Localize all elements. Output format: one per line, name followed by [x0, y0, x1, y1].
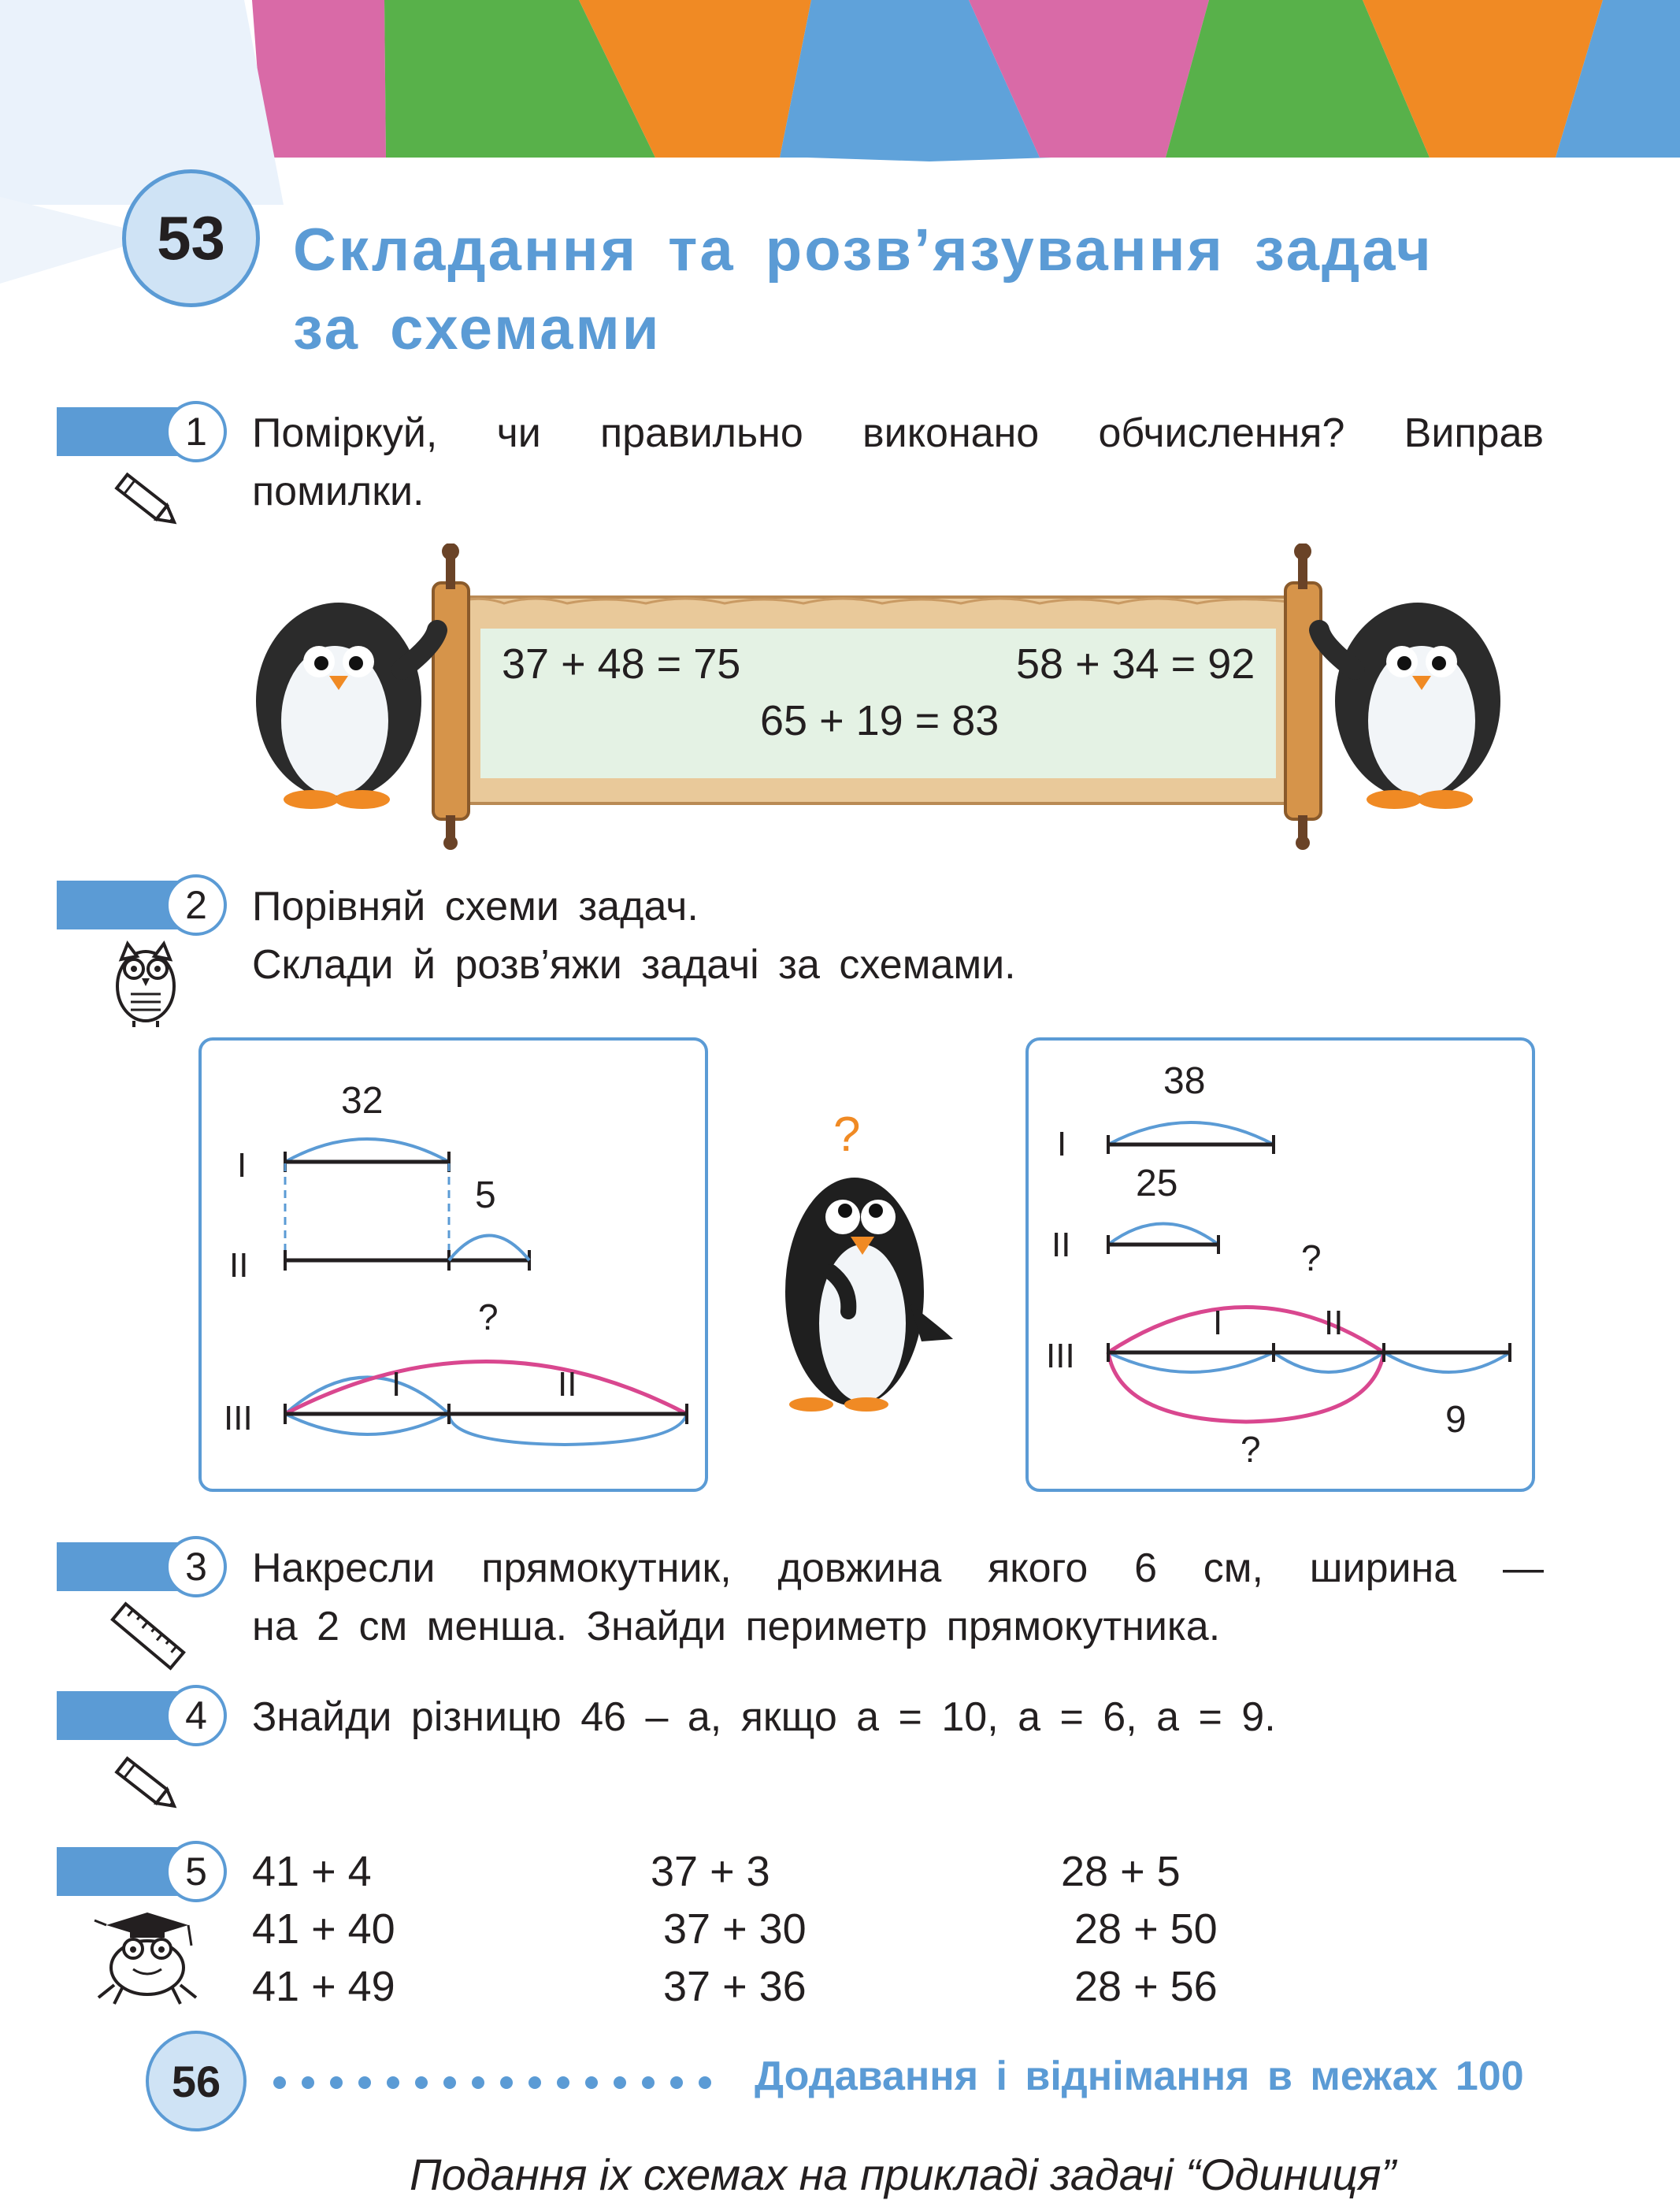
- task-1-line1: Поміркуй, чи правильно виконано обчислення? Виправ: [252, 410, 1544, 456]
- task-3-line2: на 2 см менша. Знайди периметр прямокутника.: [252, 1604, 1221, 1649]
- task5-expr-1-3: 41 + 49: [252, 1963, 395, 2010]
- scheme-right-part-II: II: [1324, 1304, 1344, 1342]
- pencil-icon: [109, 465, 187, 540]
- task-2-line2: Склади й розв’яжи задачі за схемами.: [252, 942, 1016, 988]
- bottom-cut-text: Подання іх схемах на прикладі задачі “Одиниця”: [410, 2150, 1396, 2199]
- thinking-penguin-icon: [776, 1162, 965, 1414]
- scheme-right-value-25: 25: [1136, 1163, 1178, 1204]
- scheme-left-row-III: III: [224, 1399, 253, 1438]
- task-2-text: [252, 877, 1016, 994]
- equation-3: 65 + 19 = 83: [760, 697, 999, 744]
- frog-icon: [91, 1906, 201, 2009]
- task-4-line1: Знайди різницю 46 – a, якщо a = 10, a = 6, a = 9.: [252, 1694, 1276, 1740]
- owl-icon: [110, 937, 181, 1028]
- lesson-number: 53: [122, 169, 260, 307]
- task5-expr-1-2: 41 + 40: [252, 1905, 395, 1953]
- task5-expr-2-2: 37 + 30: [663, 1905, 807, 1953]
- scheme-right-row-III: III: [1046, 1337, 1075, 1375]
- penguin-left-icon: [256, 603, 437, 809]
- lesson-title-line2: за схемами: [293, 295, 662, 362]
- page-number: 56: [146, 2031, 247, 2131]
- lesson-title-line1: Складання та розв’язування задач: [293, 217, 1433, 284]
- scheme-left-row-I: I: [237, 1146, 247, 1185]
- task-1-text: [252, 404, 1544, 521]
- task-2-line1: Порівняй схеми задач.: [252, 884, 699, 929]
- equation-1: 37 + 48 = 75: [502, 640, 741, 688]
- scheme-left-value-32: 32: [341, 1080, 384, 1122]
- task-3-number: 3: [165, 1536, 227, 1597]
- scheme-left-unknown: ?: [478, 1297, 499, 1337]
- penguin-right-icon: [1319, 603, 1500, 809]
- task-1-line2: помилки.: [252, 469, 425, 514]
- scheme-right-unknown-bottom: ?: [1241, 1429, 1261, 1470]
- scheme-right-unknown-top: ?: [1301, 1237, 1322, 1278]
- footer-dots: [272, 2073, 721, 2092]
- equation-2: 58 + 34 = 92: [1016, 640, 1255, 688]
- task-5-number: 5: [165, 1841, 227, 1902]
- task5-expr-3-2: 28 + 50: [1074, 1905, 1218, 1953]
- scheme-left-part-I: I: [391, 1365, 402, 1404]
- penguin-question-mark: ?: [833, 1107, 861, 1162]
- scheme-right-value-9: 9: [1445, 1399, 1467, 1441]
- scheme-left-diagram: [198, 1037, 708, 1492]
- task-3-line1: Накресли прямокутник, довжина якого 6 см, ширина —: [252, 1545, 1544, 1591]
- task5-expr-1-1: 41 + 4: [252, 1848, 372, 1895]
- task-3-text: [252, 1539, 1544, 1656]
- task-4-text: [252, 1688, 1276, 1746]
- scheme-left-row-II: II: [229, 1246, 249, 1285]
- task5-expr-3-1: 28 + 5: [1061, 1848, 1181, 1895]
- scheme-left-value-5: 5: [475, 1174, 496, 1216]
- lesson-title: [293, 211, 1474, 369]
- footer-section-title: Додавання і віднімання в межах 100: [755, 2053, 1524, 2099]
- task5-expr-2-1: 37 + 3: [651, 1848, 770, 1895]
- task-1-number: 1: [165, 401, 227, 462]
- task-2-number: 2: [165, 874, 227, 936]
- scheme-right-value-38: 38: [1163, 1060, 1206, 1102]
- ruler-icon: [109, 1599, 187, 1674]
- scheme-left-part-II: II: [558, 1365, 577, 1404]
- scheme-right-row-II: II: [1051, 1226, 1071, 1264]
- scheme-right-part-I: I: [1213, 1304, 1223, 1342]
- pencil-icon: [109, 1749, 187, 1823]
- task-4-number: 4: [165, 1685, 227, 1746]
- task5-expr-3-3: 28 + 56: [1074, 1963, 1218, 2010]
- task5-expr-2-3: 37 + 36: [663, 1963, 807, 2010]
- scheme-right-row-I: I: [1057, 1125, 1067, 1163]
